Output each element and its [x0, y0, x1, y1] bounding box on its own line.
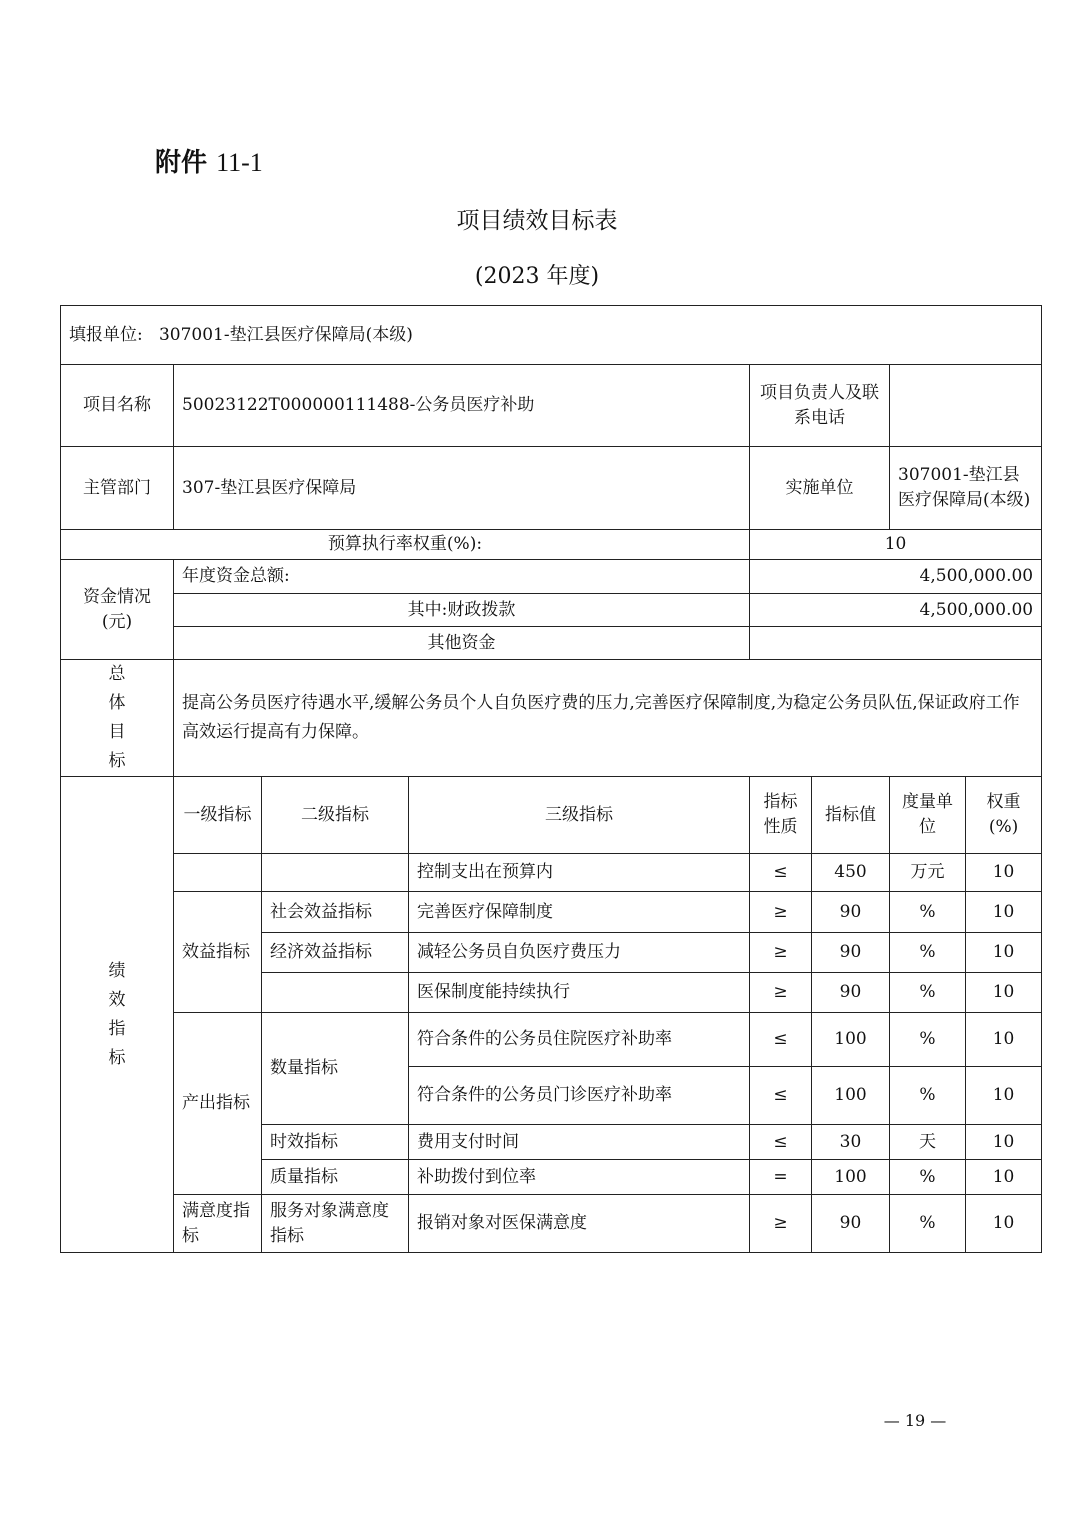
indicator-value: 100: [812, 1013, 890, 1067]
indicator-value: 100: [812, 1160, 890, 1195]
funds-label-line1: 资金情况: [83, 586, 151, 607]
manager-label: 项目负责人及联系电话: [750, 365, 890, 447]
indicator-name: 补助拨付到位率: [409, 1160, 750, 1195]
indicator-name: 减轻公务员自负医疗费压力: [409, 933, 750, 973]
indicator-value: 30: [812, 1125, 890, 1160]
indicator-name: 完善医疗保障制度: [409, 892, 750, 933]
indicators-label: [61, 777, 174, 1253]
header-level1: 一级指标: [174, 777, 262, 854]
page-title: 项目绩效目标表: [456, 208, 618, 234]
indicator-unit: %: [890, 933, 966, 973]
group-benefit: 效益指标: [174, 892, 262, 1013]
level2-quality: 质量指标: [262, 1160, 409, 1195]
indicator-weight: 10: [966, 973, 1042, 1013]
indicator-nature: =: [750, 1160, 812, 1195]
table-row: [61, 854, 1042, 892]
indicator-name: 费用支付时间: [409, 1125, 750, 1160]
dept-label: 主管部门: [61, 447, 174, 530]
indicator-name: 医保制度能持续执行: [409, 973, 750, 1013]
funds-total-label: 年度资金总额:: [174, 560, 750, 594]
level2-service: 服务对象满意度指标: [262, 1195, 409, 1253]
budget-rate-value: 10: [750, 530, 1042, 560]
empty-cell: [262, 854, 409, 892]
unit-label: 填报单位:: [69, 324, 143, 345]
indicator-weight: 10: [966, 933, 1042, 973]
indicator-unit: %: [890, 1067, 966, 1125]
indicator-name: 控制支出在预算内: [409, 854, 750, 892]
page-number: — 19 —: [883, 1411, 947, 1430]
indicator-unit: 万元: [890, 854, 966, 892]
indicator-nature: ≤: [750, 1125, 812, 1160]
unit-value: 307001-垫江县医疗保障局(本级): [158, 324, 413, 345]
indicator-nature: ≤: [750, 1067, 812, 1125]
empty-cell: [262, 973, 409, 1013]
indicator-unit: %: [890, 1160, 966, 1195]
funds-total-value: 4,500,000.00: [750, 560, 1042, 594]
indicator-unit: 天: [890, 1125, 966, 1160]
indicator-weight: 10: [966, 1195, 1042, 1253]
group-output: 产出指标: [174, 1013, 262, 1195]
attachment-label-text: 附件: [155, 148, 208, 178]
impl-label: 实施单位: [750, 447, 890, 530]
empty-cell: [174, 854, 262, 892]
table-row: [61, 892, 1042, 933]
unit-row: [61, 306, 1042, 365]
indicator-value: 90: [812, 973, 890, 1013]
indicator-value: 100: [812, 1067, 890, 1125]
indicator-nature: ≥: [750, 973, 812, 1013]
indicator-weight: 10: [966, 1067, 1042, 1125]
attachment-number: 11-1: [216, 148, 263, 177]
indicator-value: 450: [812, 854, 890, 892]
indicator-unit: %: [890, 973, 966, 1013]
header-weight: 权重(%): [966, 777, 1042, 854]
indicators-char: 效: [108, 989, 126, 1010]
level2-quantity: 数量指标: [262, 1013, 409, 1125]
goal-label: [61, 660, 174, 777]
indicator-weight: 10: [966, 854, 1042, 892]
indicators-char: 绩: [108, 960, 126, 981]
funds-fiscal-label: 其中:财政拨款: [174, 594, 750, 627]
indicators-char: 指: [108, 1018, 126, 1039]
indicator-nature: ≥: [750, 892, 812, 933]
indicator-nature: ≤: [750, 854, 812, 892]
funds-label-line2: (元): [101, 611, 133, 632]
funds-other-label: 其他资金: [174, 627, 750, 660]
attachment-label: [155, 142, 263, 179]
goal-char: 目: [108, 722, 126, 742]
level2-timeliness: 时效指标: [262, 1125, 409, 1160]
dept-value: 307-垫江县医疗保障局: [174, 447, 750, 530]
indicator-weight: 10: [966, 1013, 1042, 1067]
goal-char: 体: [108, 693, 126, 713]
indicator-nature: ≥: [750, 1195, 812, 1253]
goal-char: 总: [108, 664, 126, 684]
indicator-unit: %: [890, 892, 966, 933]
indicator-name: 符合条件的公务员住院医疗补助率: [409, 1013, 750, 1067]
indicator-name: 报销对象对医保满意度: [409, 1195, 750, 1253]
table-row: [61, 1013, 1042, 1067]
impl-value: 307001-垫江县医疗保障局(本级): [890, 447, 1042, 530]
funds-fiscal-value: 4,500,000.00: [750, 594, 1042, 627]
funds-label: [61, 560, 174, 660]
performance-table: [60, 305, 1042, 1253]
indicator-weight: 10: [966, 1125, 1042, 1160]
indicator-unit: %: [890, 1013, 966, 1067]
indicator-weight: 10: [966, 892, 1042, 933]
goal-char: 标: [108, 751, 126, 771]
indicator-value: 90: [812, 892, 890, 933]
budget-rate-label: 预算执行率权重(%):: [61, 530, 750, 560]
header-nature: 指标性质: [750, 777, 812, 854]
indicator-value: 90: [812, 933, 890, 973]
header-unit: 度量单位: [890, 777, 966, 854]
year-subtitle: (2023 年度): [474, 264, 600, 289]
indicator-nature: ≤: [750, 1013, 812, 1067]
indicators-char: 标: [108, 1047, 126, 1068]
group-satisfaction: 满意度指标: [174, 1195, 262, 1253]
indicator-nature: ≥: [750, 933, 812, 973]
indicator-name: 符合条件的公务员门诊医疗补助率: [409, 1067, 750, 1125]
project-name-value: 50023122T000000111488-公务员医疗补助: [174, 365, 750, 447]
header-level3: 三级指标: [409, 777, 750, 854]
header-level2: 二级指标: [262, 777, 409, 854]
table-row: [61, 1195, 1042, 1253]
manager-value: [890, 365, 1042, 447]
goal-text: 提高公务员医疗待遇水平,缓解公务员个人自负医疗费的压力,完善医疗保障制度,为稳定公务员队伍,保证政府工作高效运行提高有力保障。: [174, 660, 1042, 777]
level2-economic: 经济效益指标: [262, 933, 409, 973]
indicator-weight: 10: [966, 1160, 1042, 1195]
level2-social: 社会效益指标: [262, 892, 409, 933]
indicator-value: 90: [812, 1195, 890, 1253]
indicator-unit: %: [890, 1195, 966, 1253]
funds-other-value: [750, 627, 1042, 660]
header-value: 指标值: [812, 777, 890, 854]
project-name-label: 项目名称: [61, 365, 174, 447]
